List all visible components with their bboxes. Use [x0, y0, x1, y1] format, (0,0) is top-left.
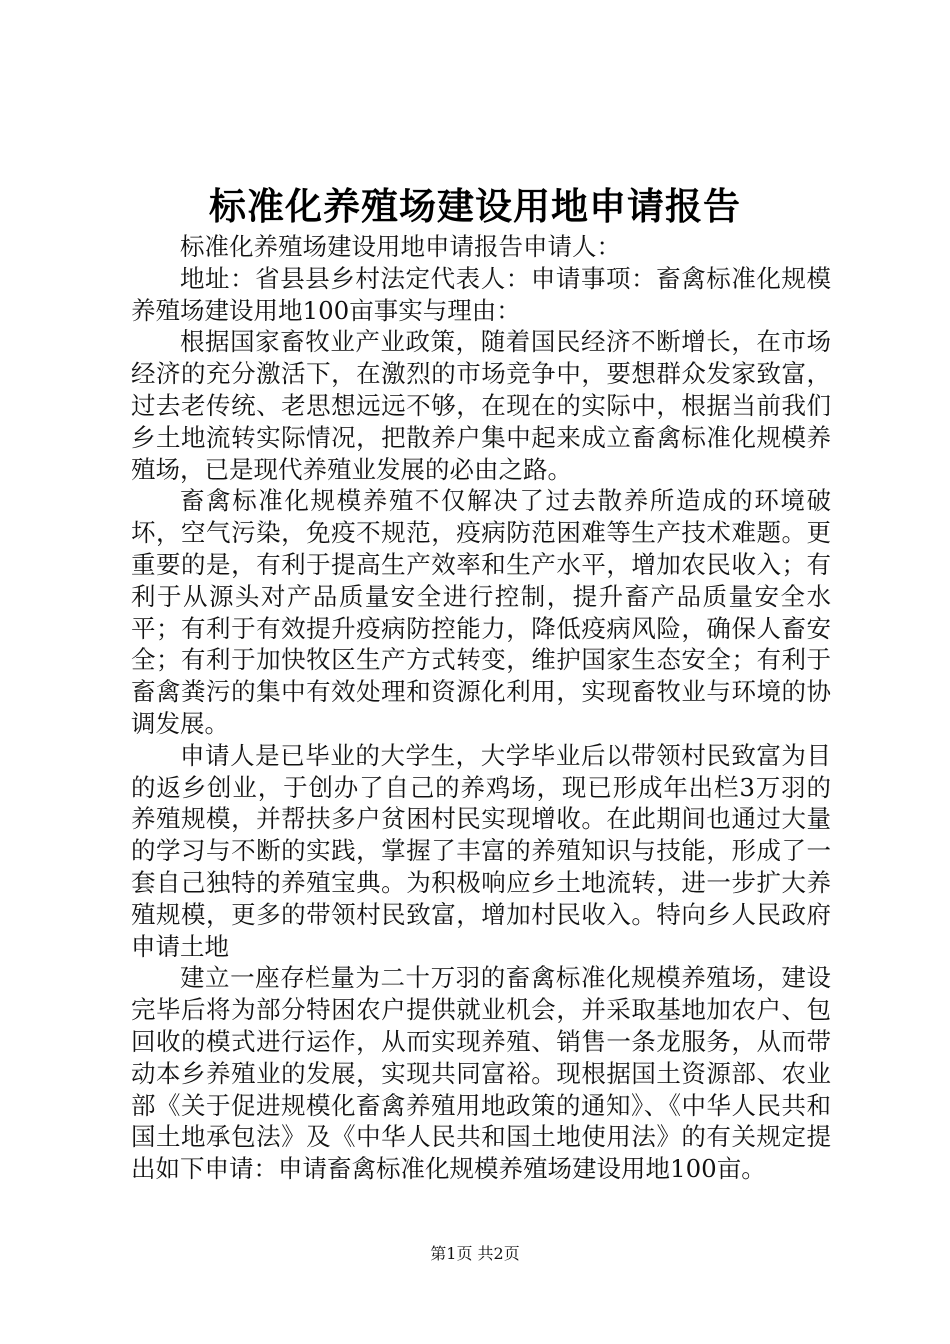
document-title: 标准化养殖场建设用地申请报告: [209, 184, 741, 228]
paragraph-applicant-background: 申请人是已毕业的大学生，大学毕业后以带领村民致富为目的返乡创业，于创办了自己的养鸡场，现已形成年出栏3万羽的养殖规模，并帮扶多户贫困村民实现增收。在此期间也通过大量的学习与不断的实践，掌握了丰富的养殖知识与技能，形成了一套自己独特的养殖宝典。为积极响应乡土地流转，进一步扩大养殖规模，更多的带领村民致富，增加村民收入。特向乡人民政府申请土地: [131, 740, 831, 961]
document-body: [131, 231, 831, 1185]
paragraph-applicant: 标准化养殖场建设用地申请报告申请人：: [180, 232, 621, 261]
page-number-footer: 第1页 共2页: [430, 1244, 520, 1263]
paragraph-benefits: 畜禽标准化规模养殖不仅解决了过去散养所造成的环境破坏，空气污染，免疫不规范，疫病防范困难等生产技术难题。更重要的是，有利于提高生产效率和生产水平，增加农民收入；有利于从源头对产品质量安全进行控制，提升畜产品质量安全水平；有利于有效提升疫病防控能力，降低疫病风险，确保人畜安全；有利于加快牧区生产方式转变，维护国家生态安全；有利于畜禽粪污的集中有效处理和资源化利用，实现畜牧业与环境的协调发展。: [131, 486, 831, 738]
paragraph-request: 建立一座存栏量为二十万羽的畜禽标准化规模养殖场，建设完毕后将为部分特困农户提供就业机会，并采取基地加农户、包回收的模式进行运作，从而实现养殖、销售一条龙服务，从而带动本乡养殖业的发展，实现共同富裕。现根据国土资源部、农业部《关于促进规模化畜禽养殖用地政策的通知》、《中华人民共和国土地承包法》及《中华人民共和国土地使用法》的有关规定提出如下申请：申请畜禽标准化规模养殖场建设用地100亩。: [131, 963, 831, 1184]
paragraph-address: 地址：省县县乡村法定代表人：申请事项：畜禽标准化规模养殖场建设用地100亩事实与理由：: [131, 263, 831, 325]
paragraph-policy: 根据国家畜牧业产业政策，随着国民经济不断增长，在市场经济的充分激活下，在激烈的市场竞争中，要想群众发家致富，过去老传统、老思想远远不够，在现在的实际中，根据当前我们乡土地流转实际情况，把散养户集中起来成立畜禽标准化规模养殖场，已是现代养殖业发展的必由之路。: [131, 327, 831, 484]
